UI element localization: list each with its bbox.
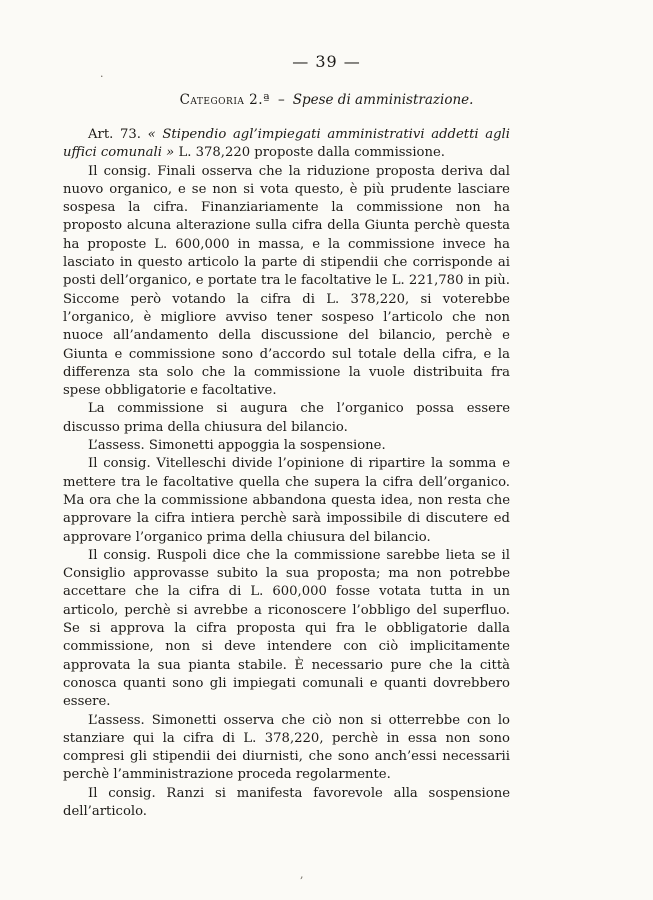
heading-dash: – <box>277 92 285 108</box>
paper-speck: , <box>300 868 304 881</box>
document-body <box>63 126 510 821</box>
paragraph: La commissione si augura che l’organico possa essere discusso prima della chiusura del bilancio. <box>63 401 510 435</box>
article-label: Art. 73. <box>88 127 141 142</box>
article-title: « Stipendio agl’impiegati amministrativi addetti agli uffici comunali » <box>63 127 510 161</box>
paragraph: Il consig. Ruspoli dice che la commissione sarebbe lieta se il Consiglio approvasse subito la sua proposta; ma non potrebbe accettare che la cifra di L. 600,000 fosse votata tutta in un articolo, perchè si avrebbe a riconoscere l’obbligo del superfluo. Se si approva la cifra proposta qui fra le obbligatorie dalla commissione, non si deve intendere con ciò implicitamente approvata la sua pianta stabile. È necessario pure che la città conosca quanti sono gli impiegati comunali e quanti dovrebbero essere. <box>63 547 510 710</box>
paragraph: L’assess. Simonetti appoggia la sospensione. <box>88 438 386 454</box>
section-heading <box>0 92 653 108</box>
article-amount: L. 378,220 proposte dalla commissione. <box>178 145 445 161</box>
paragraph: L’assess. Simonetti osserva che ciò non si otterrebbe con lo stanziare qui la cifra di L. 378,220, perchè in essa non sono compresi gli stipendii dei diurnisti, che sono anch’essi necessarii perchè l’amministrazione proceda regolarmente. <box>63 712 510 783</box>
category-title: Spese di amministrazione. <box>292 92 474 108</box>
category-label: Categoria 2.ª <box>179 92 270 108</box>
paragraph: Il consig. Vitelleschi divide l’opinione di ripartire la somma e mettere tra le facoltative quella che supera la cifra dell’organico. Ma ora che la commissione abbandona questa idea, non resta che approvare la cifra intiera perchè sarà impossibile di discutere ed approvare l’organico prima della chiusura del bilancio. <box>63 456 510 545</box>
page-number: — 39 — <box>292 52 361 71</box>
paper-speck: · <box>100 70 104 83</box>
paragraph: Il consig. Finali osserva che la riduzione proposta deriva dal nuovo organico, e se non si vota questo, è più prudente lasciare sospesa la cifra. Finanziariamente la commissione non ha proposto alcuna alterazione sulla cifra della Giunta perchè questa ha proposte L. 600,000 in massa, e la commissione invece ha lasciato in questo articolo la parte di stipendii che corrisponde ai posti dell’organico, e portate tra le facoltative le L. 221,780 in più. Siccome però votando la cifra di L. 378,220, si voterebbe l’organico, è migliore avviso tener sospeso l’articolo che non nuoce all’andamento della discussione del bilancio, perchè e Giunta e commissione sono d’accordo sul totale della cifra, e la differenza sta solo che la commissione la vuole distribuita fra spese obbligatorie e facoltative. <box>63 163 510 399</box>
article-paragraph <box>63 126 510 163</box>
paragraph: Il consig. Ranzi si manifesta favorevole alla sospensione dell’articolo. <box>63 785 510 819</box>
